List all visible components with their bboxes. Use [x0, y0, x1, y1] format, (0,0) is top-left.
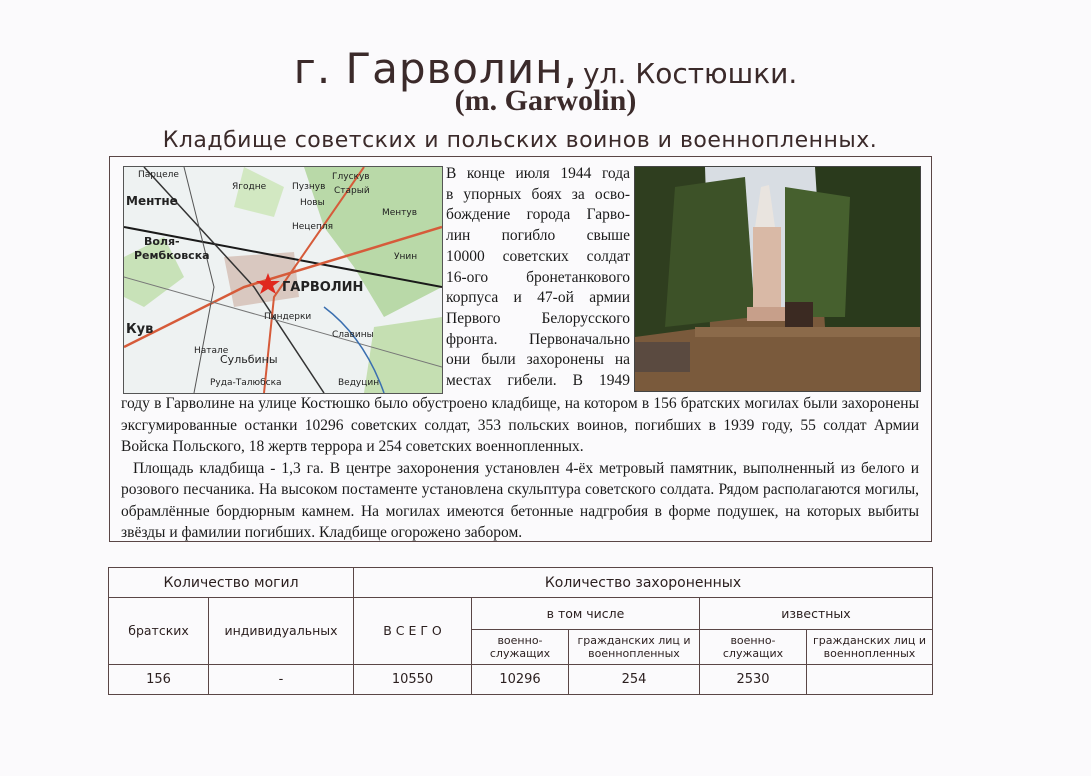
body-text: [121, 393, 919, 544]
military-header: военно- служащих: [472, 630, 569, 664]
paragraph-description: Площадь кладбища - 1,3 га. В центре захоронения установлен 4-ёх метровый памятник, выполненный из белого и розового песчаника. На высоком постаменте установлена скульптура советского солдата. Рядом располагаются могилы, обрамлённые бордюрным камнем. На могилах имеются бетонные надгробия в форме подушек, на которых выбиты звёзды и фамилии погибших. Кладбище огорожено забором.: [121, 459, 919, 541]
map-label: Пиндерки: [264, 312, 312, 322]
civilians-pow-value: 254: [569, 664, 700, 694]
total-header: В С Е Г О: [354, 598, 472, 665]
text-line: они были захоронены на: [446, 351, 630, 369]
text-line: местах гибели. В 1949: [446, 372, 630, 390]
text-line: 16-ого бронетанкового: [446, 268, 630, 286]
title-latin: (m. Garwolin): [454, 84, 637, 117]
text-line: лин погибло свыше: [446, 227, 630, 245]
map-label: Руда-Талюбска: [210, 378, 282, 388]
map-label: Пузнув: [292, 182, 326, 192]
paragraph-history: году в Гарволине на улице Костюшко было обустроено кладбище, на котором в 156 братских могилах были захоронены эксгумированные останки 10296 советских солдат, 353 польских воинов, погибших в 1939 году, 55 солдат Армии Войска Польского, 18 жертв террора и 254 советских военнопленных.: [121, 395, 919, 455]
text-line: Первого Белорусского: [446, 309, 630, 327]
map-graphic: [124, 167, 442, 393]
text-line: бождение города Гарво-: [446, 206, 630, 224]
known-military-value: 2530: [700, 664, 807, 694]
graves-count-header: Количество могил: [109, 568, 354, 598]
text-line: в упорных боях за осво-: [446, 185, 630, 203]
known-civilians-pow-header: гражданских лиц и военнопленных: [807, 630, 933, 664]
title-city: г. Гарволин,: [293, 44, 578, 93]
map-label: Сульбины: [220, 353, 278, 366]
map-label: Воля-: [144, 235, 180, 248]
military-value: 10296: [472, 664, 569, 694]
burials-count-header: Количество захороненных: [354, 568, 933, 598]
individual-graves-header: индивидуальных: [209, 598, 354, 665]
map-label: Рембковска: [134, 249, 210, 262]
burial-stats-table: [108, 567, 933, 695]
text-line: 10000 советских солдат: [446, 247, 630, 265]
map-label: Натале: [194, 346, 229, 356]
map-label: ГАРВОЛИН: [282, 280, 364, 295]
topographic-map: [123, 166, 443, 394]
section-heading: Кладбище советских и польских воинов и военнопленных.: [162, 128, 878, 153]
memorial-photo: [634, 166, 921, 392]
intro-text-column: [446, 164, 630, 392]
map-label: Ведуцин: [338, 378, 380, 388]
map-label: Кув: [126, 322, 154, 337]
text-line: фронта. Первоначально: [446, 330, 630, 348]
civilians-pow-header: гражданских лиц и военнопленных: [569, 630, 700, 664]
individual-graves-value: -: [209, 664, 354, 694]
map-label: Глускув: [332, 172, 370, 182]
map-label: Старый: [334, 186, 370, 196]
including-header: в том числе: [472, 598, 700, 630]
known-military-header: военно- служащих: [700, 630, 807, 664]
mass-graves-header: братских: [109, 598, 209, 665]
text-line: В конце июля 1944 года: [446, 165, 630, 182]
known-civilians-pow-value: [807, 664, 933, 694]
map-label: Нецепля: [292, 222, 334, 232]
map-label: Новы: [300, 198, 325, 208]
map-label: Ментув: [382, 208, 418, 218]
title-street: ул. Костюшки.: [583, 57, 798, 90]
map-label: Унин: [394, 252, 418, 262]
map-label: Славины: [332, 330, 374, 340]
map-label: Ментне: [126, 194, 178, 208]
total-value: 10550: [354, 664, 472, 694]
map-label: Парцеле: [138, 170, 179, 180]
mass-graves-value: 156: [109, 664, 209, 694]
map-label: Ягодне: [232, 182, 267, 192]
text-line: корпуса и 47-ой армии: [446, 289, 630, 307]
known-header: известных: [700, 598, 933, 630]
memorial-photo-graphic: [635, 167, 920, 391]
